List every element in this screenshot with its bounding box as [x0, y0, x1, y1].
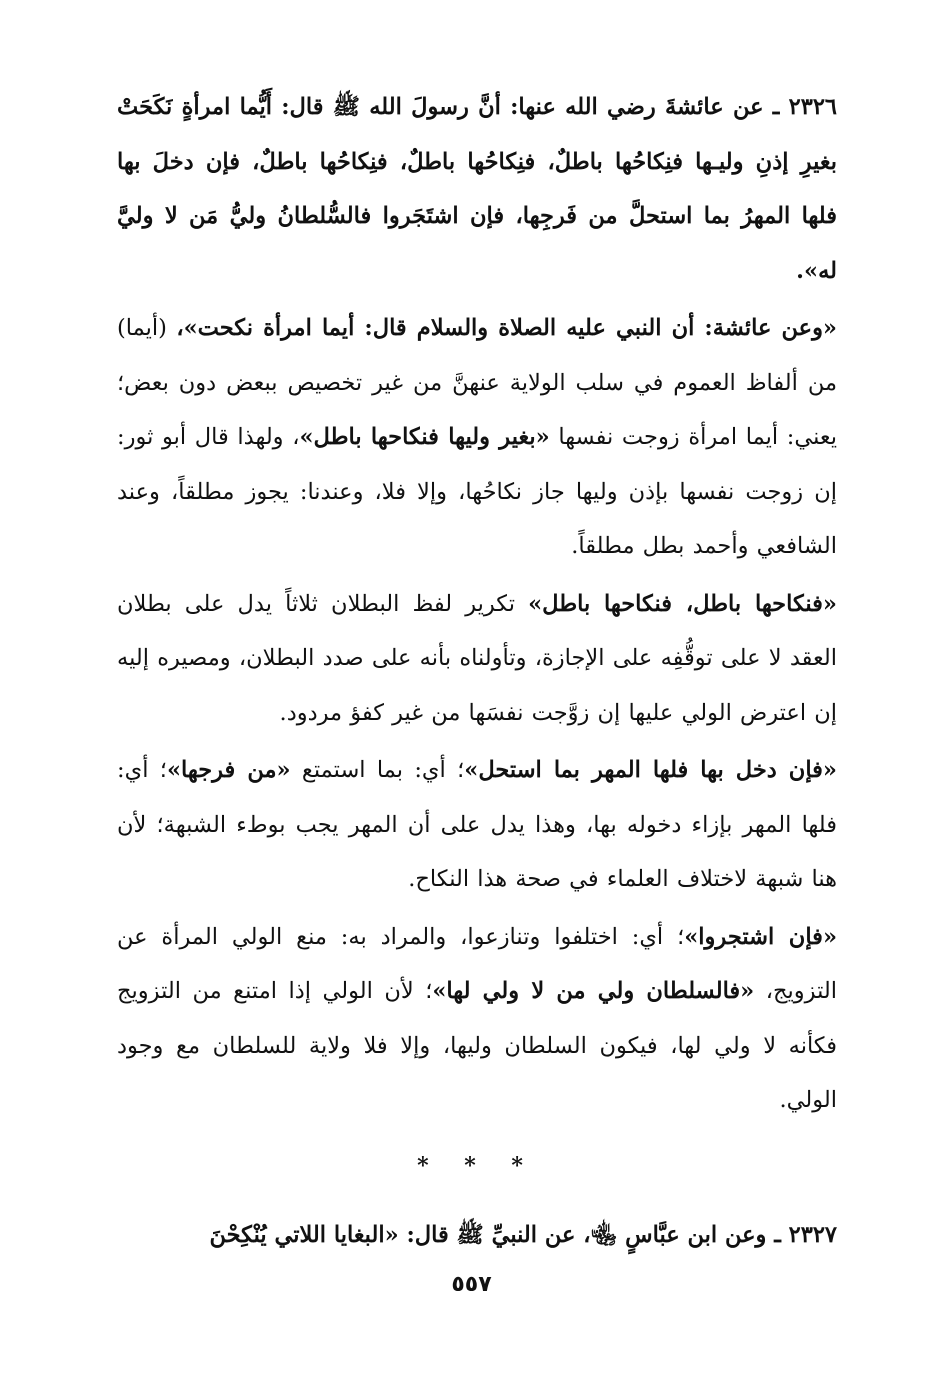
commentary-text: ؛ أي: اختلفوا وتنازعوا، والمراد به: منع الولي المرأة عن التزويج، — [117, 923, 837, 1004]
quoted-text: «فإن اشتجروا» — [684, 923, 838, 950]
commentary-text: (أيما) من ألفاظ العموم في سلب الولاية عنهنَّ من غير تخصيص ببعض دون بعض؛ يعني: أيما امرأة زوجت نفسها — [117, 315, 838, 450]
quoted-text: «فإن دخل بها فلها المهر بما استحل» — [464, 757, 837, 783]
section-separator: * * * — [417, 1152, 537, 1179]
quoted-text: «وعن عائشة: أن النبي عليه الصلاة والسلام قال: أيما امرأة نكحت»، — [176, 315, 837, 341]
commentary-text: تكرير لفظ البطلان ثلاثاً يدل على بطلان العقد لا على توقُّفِه على الإجازة، وتأولناه بأنه على صدد البطلان، ومصيره إليه إن اعترض الولي عليها إن زوَّجت نفسَها من غير كفؤ مردود. — [117, 590, 837, 726]
quoted-text: «فنكاحها باطل، فنكاحها باطل» — [528, 590, 837, 617]
commentary-text: ؛ أي: فلها المهر بإزاء دخوله بها، وهذا يدل على أن المهر يجب بوطء الشبهة؛ لأن هنا شبهة لاختلاف العلماء في صحة هذا النكاح. — [117, 757, 837, 892]
quoted-text: «من فرجها» — [166, 757, 291, 783]
page-number: ٥٥٧ — [451, 1272, 492, 1297]
hadith-2326: ٢٣٢٦ ـ عن عائشةَ رضي الله عنها: أنَّ رسولَ الله ﷺ قال: أَيُّما امرأةٍ نَكَحَتْ بغيرِ إذنِ وليـها فنِكاحُها باطلٌ، فنِكاحُها باطلٌ، فنِكاحُها باطلٌ، فإن دخلَ بها فلها المهرُ بما استحلَّ من فَرجِها، فإن اشتَجَروا فالسُّلطانُ وليُّ مَن لا وليَّ له». — [117, 94, 837, 284]
commentary-paragraph-3 — [117, 743, 837, 907]
hadith-2327: ٢٣٢٧ ـ وعن ابن عبَّاسٍ ﵄، عن النبيِّ ﷺ قال: «البغايا اللاتي يُنْكِحْنَ — [209, 1221, 837, 1248]
commentary-text: ؛ أي: بما استمتع — [290, 757, 465, 783]
quoted-text: «فالسلطان ولي من لا ولي لها» — [432, 978, 755, 1004]
commentary-paragraph-1 — [117, 301, 837, 574]
commentary-paragraph-4 — [117, 910, 837, 1128]
quoted-text: «بغير وليها فنكاحها باطل» — [299, 424, 550, 450]
commentary-paragraph-2 — [117, 577, 837, 741]
page-body — [117, 80, 837, 1262]
commentary-text: ، ولهذا قال أبو ثور: إن زوجت نفسها بإذن وليها جاز نكاحُها، وإلا فلا، وعندنا: يجوز مطلقاً، وعند الشافعي وأحمد بطل مطلقاً. — [117, 424, 837, 559]
commentary-text: ؛ لأن الولي إذا امتنع من التزويج فكأنه لا ولي لها، فيكون السلطان وليها، وإلا فلا ولاية للسلطان مع وجود الولي. — [117, 978, 837, 1113]
